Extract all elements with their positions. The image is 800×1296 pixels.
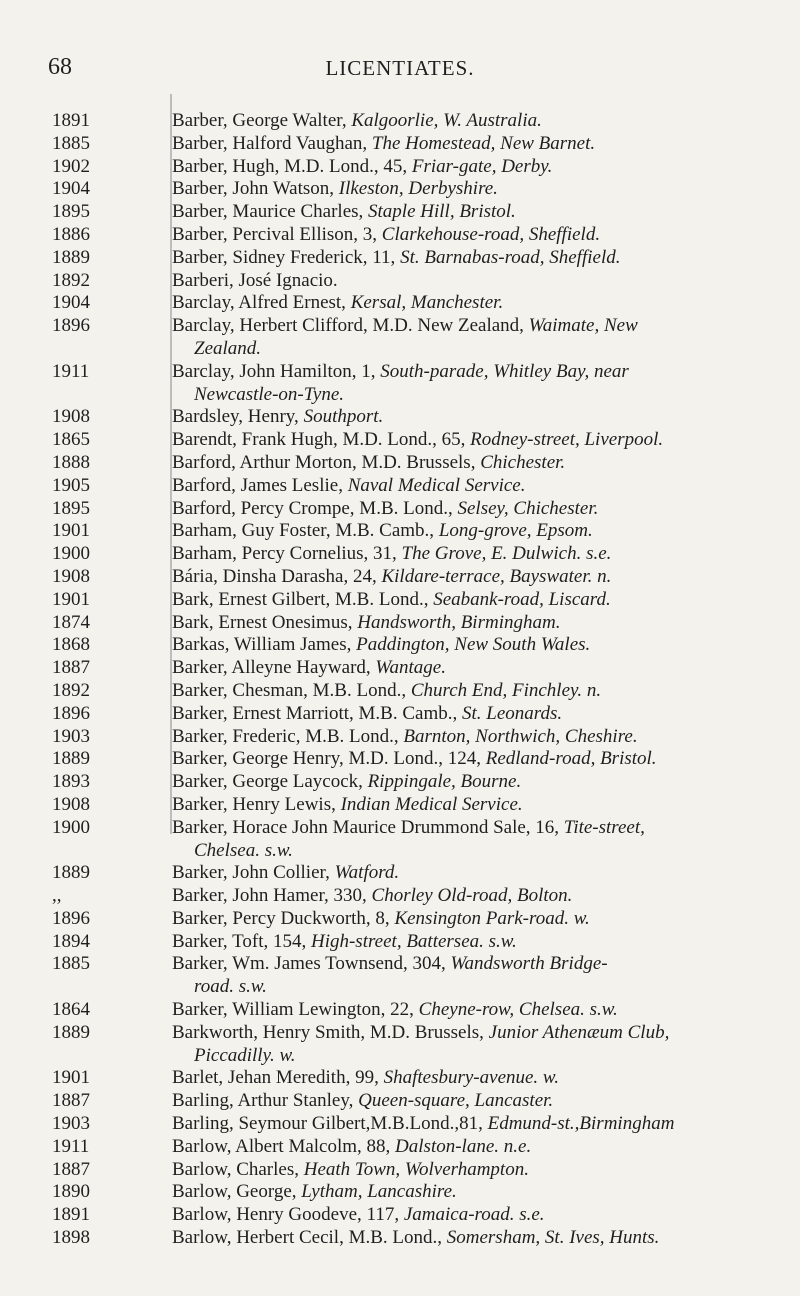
entry-text: [172, 361, 757, 407]
entry-year: 1911: [52, 360, 90, 382]
page-number: 68: [48, 54, 72, 80]
entry-row: [0, 885, 800, 908]
entry-name: Barlow, George,: [172, 1181, 297, 1203]
entry-name: Barker, Alleyne Hayward,: [172, 657, 371, 679]
entry-year: 1903: [52, 1113, 90, 1135]
entry-name: Barker, William Lewington, 22,: [172, 999, 414, 1021]
entry-text: [172, 520, 757, 543]
entry-name: Barham, Guy Foster, M.B. Camb.,: [172, 520, 435, 542]
entry-name: Barclay, Herbert Clifford, M.D. New Zealand,: [172, 315, 524, 337]
entry-year: 1896: [52, 315, 90, 337]
entry-text: [172, 999, 757, 1022]
entry-name: Barlet, Jehan Meredith, 99,: [172, 1067, 379, 1089]
entry-name: Barker, George Laycock,: [172, 771, 363, 793]
entry-place: Cheyne-row, Chelsea. s.w.: [418, 999, 618, 1021]
entry-place: Tite-street,: [563, 816, 645, 838]
entry-row: [0, 1022, 800, 1068]
entry-text: [172, 1227, 757, 1250]
entry-place: South-parade, Whitley Bay, near: [380, 360, 629, 382]
entry-row: [0, 794, 800, 817]
entry-place: Staple Hill, Bristol.: [368, 201, 516, 223]
entry-name: Barker, George Henry, M.D. Lond., 124,: [172, 748, 481, 770]
entry-place: Kildare-terrace, Bayswater. n.: [381, 565, 612, 587]
entry-text: [172, 953, 757, 999]
entry-year: 1892: [52, 269, 90, 291]
entry-place: Rodney-street, Liverpool.: [470, 429, 664, 451]
entry-row: [0, 247, 800, 270]
entry-year: 1905: [52, 474, 90, 496]
entry-name: Barling, Arthur Stanley,: [172, 1090, 354, 1112]
entry-row: [0, 315, 800, 361]
entry-row: [0, 1181, 800, 1204]
entry-text: [172, 1090, 757, 1113]
entry-year: 1896: [52, 907, 90, 929]
entry-name: Barber, Percival Ellison, 3,: [172, 223, 378, 245]
entry-place: Indian Medical Service.: [340, 793, 523, 815]
entry-name: Barker, John Collier,: [172, 862, 330, 884]
entry-place: Friar-gate, Derby.: [411, 155, 553, 177]
entry-place: Waimate, New: [528, 315, 638, 337]
entry-name: Barker, John Hamer, 330,: [172, 885, 367, 907]
entry-place: Southport.: [303, 406, 384, 428]
entry-year: 1903: [52, 725, 90, 747]
entry-text: [172, 543, 757, 566]
entry-year: 1891: [52, 1204, 90, 1226]
entry-text: [172, 178, 757, 201]
entry-name: Barker, Wm. James Townsend, 304,: [172, 953, 446, 975]
entry-text: [172, 498, 757, 521]
entry-year: 1893: [52, 771, 90, 793]
entry-row: [0, 498, 800, 521]
entry-year: 1889: [52, 748, 90, 770]
entry-place: Dalston-lane. n.e.: [395, 1135, 532, 1157]
entry-year: 1887: [52, 1090, 90, 1112]
entry-text: [172, 726, 757, 749]
entry-text: [172, 794, 757, 817]
entry-row: [0, 657, 800, 680]
entry-text: [172, 862, 757, 885]
entry-row: [0, 612, 800, 635]
entry-place: Shaftesbury-avenue. w.: [383, 1067, 559, 1089]
entry-text: [172, 270, 757, 293]
entry-name: Barber, Maurice Charles,: [172, 201, 364, 223]
entry-name: Barclay, Alfred Ernest,: [172, 292, 346, 314]
entry-name: Barkas, William James,: [172, 634, 352, 656]
entry-row: [0, 726, 800, 749]
entry-text: [172, 817, 757, 863]
entry-continuation: Zealand.: [194, 337, 262, 359]
entry-place: Selsey, Chichester.: [457, 497, 599, 519]
entry-name: Barkworth, Henry Smith, M.D. Brussels,: [172, 1021, 484, 1043]
entry-year: 1895: [52, 497, 90, 519]
entry-row: [0, 908, 800, 931]
entry-text: [172, 1204, 757, 1227]
entry-year: 1901: [52, 520, 90, 542]
entry-row: [0, 771, 800, 794]
entry-continuation: road. s.w.: [194, 976, 267, 998]
entry-place: Wantage.: [375, 657, 446, 679]
entry-year: 1908: [52, 406, 90, 428]
entry-place: Clarkehouse-road, Sheffield.: [381, 223, 601, 245]
entry-place: Ilkeston, Derbyshire.: [338, 178, 498, 200]
entry-name: Barber, Hugh, M.D. Lond., 45,: [172, 155, 408, 177]
entry-year: 1908: [52, 565, 90, 587]
entry-row: [0, 1136, 800, 1159]
entry-place: Kensington Park-road. w.: [394, 907, 590, 929]
entry-text: [172, 1136, 757, 1159]
entry-text: [172, 589, 757, 612]
entry-place: Long-grove, Epsom.: [438, 520, 593, 542]
entry-place: Wandsworth Bridge-: [450, 953, 608, 975]
entry-name: Bark, Ernest Gilbert, M.B. Lond.,: [172, 588, 429, 610]
entry-place: Somersham, St. Ives, Hunts.: [446, 1227, 660, 1249]
entry-name: Barberi, José Ignacio.: [172, 269, 338, 291]
entry-year: 1889: [52, 862, 90, 884]
entry-name: Barham, Percy Cornelius, 31,: [172, 543, 397, 565]
entry-row: [0, 862, 800, 885]
entry-place: Queen-square, Lancaster.: [358, 1090, 554, 1112]
entry-text: [172, 931, 757, 954]
entry-row: [0, 110, 800, 133]
entry-row: [0, 520, 800, 543]
entry-place: Kersal, Manchester.: [350, 292, 504, 314]
entry-place: Chichester.: [480, 451, 566, 473]
entry-year: 1887: [52, 1158, 90, 1180]
entry-year: 1889: [52, 1021, 90, 1043]
entry-row: [0, 361, 800, 407]
entry-row: [0, 1227, 800, 1250]
entry-year: 1868: [52, 634, 90, 656]
entry-text: [172, 292, 757, 315]
entry-year: 1891: [52, 110, 90, 131]
entry-text: [172, 634, 757, 657]
entry-text: [172, 133, 757, 156]
entry-place: The Grove, E. Dulwich. s.e.: [401, 543, 612, 565]
entry-place: Redland-road, Bristol.: [485, 748, 657, 770]
entry-text: [172, 224, 757, 247]
entry-year: 1911: [52, 1135, 90, 1157]
entry-year: 1896: [52, 702, 90, 724]
entry-place: Heath Town, Wolverhampton.: [303, 1158, 529, 1180]
entry-place: Rippingale, Bourne.: [367, 771, 522, 793]
entry-name: Barber, Halford Vaughan,: [172, 132, 368, 154]
entry-year: 1888: [52, 451, 90, 473]
entry-row: [0, 292, 800, 315]
entry-text: [172, 429, 757, 452]
entry-name: Barker, Horace John Maurice Drummond Sale, 16,: [172, 816, 560, 838]
entry-row: [0, 566, 800, 589]
entry-year: 1900: [52, 543, 90, 565]
entry-place: Kalgoorlie, W. Australia.: [351, 110, 542, 131]
entry-row: [0, 703, 800, 726]
entry-place: The Homestead, New Barnet.: [371, 132, 596, 154]
entry-place: St. Barnabas-road, Sheffield.: [400, 246, 621, 268]
entry-place: Lytham, Lancashire.: [301, 1181, 457, 1203]
running-header: LICENTIATES.: [325, 56, 475, 80]
entry-text: [172, 247, 757, 270]
entry-row: [0, 1113, 800, 1136]
entry-row: [0, 406, 800, 429]
entry-text: [172, 680, 757, 703]
entry-year: 1885: [52, 953, 90, 975]
entry-row: [0, 748, 800, 771]
entry-year: 1864: [52, 999, 90, 1021]
entry-name: Barker, Chesman, M.B. Lond.,: [172, 679, 407, 701]
entry-continuation: Chelsea. s.w.: [194, 839, 293, 861]
entry-row: [0, 999, 800, 1022]
entry-row: [0, 1159, 800, 1182]
entry-text: [172, 612, 757, 635]
entry-name: Barford, James Leslie,: [172, 474, 343, 496]
entry-row: [0, 475, 800, 498]
entry-name: Bark, Ernest Onesimus,: [172, 611, 353, 633]
entry-year: 1901: [52, 588, 90, 610]
entry-row: [0, 452, 800, 475]
entry-row: [0, 817, 800, 863]
entry-year: 1889: [52, 246, 90, 268]
entry-text: [172, 1159, 757, 1182]
entry-text: [172, 771, 757, 794]
entry-name: Barford, Percy Crompe, M.B. Lond.,: [172, 497, 453, 519]
entry-row: [0, 224, 800, 247]
entry-text: [172, 406, 757, 429]
entry-row: [0, 1090, 800, 1113]
entry-year: 1885: [52, 132, 90, 154]
entry-row: [0, 589, 800, 612]
entry-row: [0, 270, 800, 293]
entry-year: 1900: [52, 816, 90, 838]
entry-name: Barclay, John Hamilton, 1,: [172, 360, 376, 382]
entry-year: 1908: [52, 793, 90, 815]
entry-place: High-street, Battersea. s.w.: [310, 930, 517, 952]
entry-row: [0, 429, 800, 452]
entry-place: Jamaica-road. s.e.: [403, 1204, 545, 1226]
entry-place: Seabank-road, Liscard.: [433, 588, 611, 610]
entry-name: Barber, Sidney Frederick, 11,: [172, 246, 396, 268]
entry-name: Barford, Arthur Morton, M.D. Brussels,: [172, 451, 476, 473]
entry-name: Barling, Seymour Gilbert,M.B.Lond.,81,: [172, 1113, 483, 1135]
entry-place: Handsworth, Birmingham.: [357, 611, 561, 633]
entry-name: Barker, Ernest Marriott, M.B. Camb.,: [172, 702, 458, 724]
entry-text: [172, 703, 757, 726]
entry-row: [0, 634, 800, 657]
entry-text: [172, 885, 757, 908]
entries-list: [0, 110, 800, 1250]
entry-text: [172, 110, 757, 133]
entry-place: Edmund-st.,Birmingham: [487, 1113, 675, 1135]
entry-year: 1892: [52, 679, 90, 701]
entry-text: [172, 908, 757, 931]
entry-continuation: Newcastle-on-Tyne.: [194, 383, 345, 405]
entry-row: [0, 1067, 800, 1090]
entry-year: 1886: [52, 223, 90, 245]
entry-row: [0, 680, 800, 703]
entry-text: [172, 475, 757, 498]
entry-name: Bária, Dinsha Darasha, 24,: [172, 565, 377, 587]
entry-year: 1902: [52, 155, 90, 177]
entry-text: [172, 315, 757, 361]
entry-row: [0, 133, 800, 156]
entry-name: Barendt, Frank Hugh, M.D. Lond., 65,: [172, 429, 466, 451]
entry-text: [172, 156, 757, 179]
entry-text: [172, 1022, 757, 1068]
entry-continuation: Piccadilly. w.: [194, 1044, 296, 1066]
entry-row: [0, 178, 800, 201]
entry-name: Bardsley, Henry,: [172, 406, 299, 428]
entry-row: [0, 1204, 800, 1227]
entry-year: 1904: [52, 292, 90, 314]
entry-year: 1904: [52, 178, 90, 200]
entry-row: [0, 543, 800, 566]
entry-name: Barlow, Albert Malcolm, 88,: [172, 1135, 391, 1157]
entry-place: Watford.: [334, 862, 400, 884]
entry-name: Barlow, Charles,: [172, 1158, 299, 1180]
entry-row: [0, 931, 800, 954]
entry-place: St. Leonards.: [462, 702, 563, 724]
entry-year: 1894: [52, 930, 90, 952]
entry-text: [172, 657, 757, 680]
entry-name: Barker, Henry Lewis,: [172, 793, 336, 815]
entry-text: [172, 566, 757, 589]
entry-name: Barlow, Herbert Cecil, M.B. Lond.,: [172, 1227, 442, 1249]
entry-year: 1887: [52, 657, 90, 679]
entry-year: 1890: [52, 1181, 90, 1203]
entry-place: Junior Athenæum Club,: [488, 1021, 670, 1043]
entry-name: Barlow, Henry Goodeve, 117,: [172, 1204, 400, 1226]
entry-row: [0, 201, 800, 224]
entry-text: [172, 1067, 757, 1090]
entry-row: [0, 953, 800, 999]
entry-year: 1874: [52, 611, 90, 633]
entry-year: 1895: [52, 201, 90, 223]
entry-year: 1898: [52, 1227, 90, 1249]
entry-name: Barker, Toft, 154,: [172, 930, 307, 952]
entry-name: Barber, John Watson,: [172, 178, 335, 200]
entry-place: Naval Medical Service.: [347, 474, 526, 496]
entry-year: 1865: [52, 429, 90, 451]
entry-text: [172, 201, 757, 224]
entry-name: Barber, George Walter,: [172, 110, 347, 131]
entry-name: Barker, Frederic, M.B. Lond.,: [172, 725, 399, 747]
entry-text: [172, 1113, 757, 1136]
entry-row: [0, 156, 800, 179]
entry-text: [172, 748, 757, 771]
entry-year: 1901: [52, 1067, 90, 1089]
entry-place: Chorley Old-road, Bolton.: [371, 885, 573, 907]
entry-place: Barnton, Northwich, Cheshire.: [403, 725, 638, 747]
entry-text: [172, 452, 757, 475]
entry-year: ,,: [52, 885, 62, 907]
entry-text: [172, 1181, 757, 1204]
entry-name: Barker, Percy Duckworth, 8,: [172, 907, 390, 929]
entry-place: Church End, Finchley. n.: [410, 679, 602, 701]
entry-place: Paddington, New South Wales.: [356, 634, 591, 656]
